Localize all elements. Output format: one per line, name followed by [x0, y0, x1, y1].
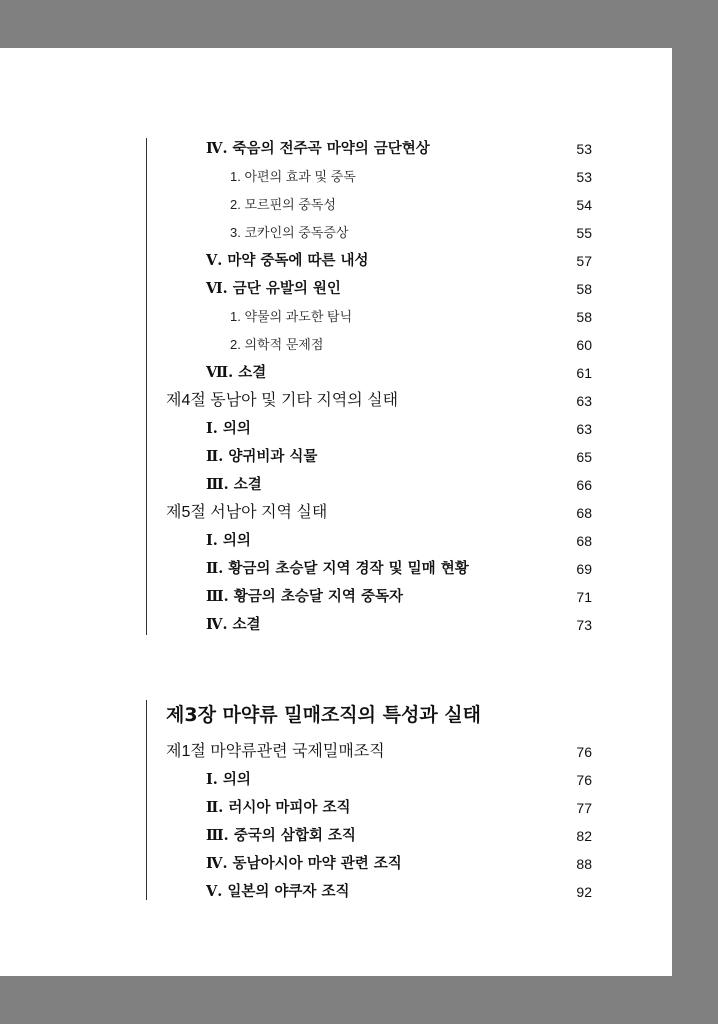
- toc-entry-label: Ⅰ. 의의: [206, 532, 251, 549]
- toc-entry-label: 1. 약물의 과도한 탐닉: [230, 309, 353, 324]
- toc-entry-page: 77: [576, 800, 592, 816]
- toc-entry-page: 69: [576, 561, 592, 577]
- toc-entry-page: 92: [576, 884, 592, 900]
- toc-entry: [0, 304, 672, 330]
- toc-entry-label: Ⅴ. 일본의 야쿠자 조직: [206, 883, 350, 900]
- toc-entry-label: 제1절 마약류관련 국제밀매조직: [166, 743, 385, 760]
- toc-entry-label: 2. 의학적 문제점: [230, 337, 324, 352]
- toc-entry-label: Ⅰ. 의의: [206, 420, 251, 437]
- toc-entry: [0, 416, 672, 442]
- book-page: [0, 48, 672, 976]
- toc-entry: [0, 584, 672, 610]
- toc-entry-label: Ⅳ. 동남아시아 마약 관련 조직: [206, 855, 402, 872]
- toc-entry-page: 63: [576, 393, 592, 409]
- toc-entry-label: Ⅵ. 금단 유발의 원인: [206, 280, 341, 297]
- toc-entry: [0, 500, 672, 526]
- toc-entry: [0, 528, 672, 554]
- toc-entry-label: Ⅱ. 양귀비과 식물: [206, 448, 318, 465]
- toc-entry-label: 제4절 동남아 및 기타 지역의 실태: [166, 392, 399, 409]
- toc-entry-label: Ⅳ. 죽음의 전주곡 마약의 금단현상: [206, 140, 430, 157]
- toc-entry-page: 66: [576, 477, 592, 493]
- toc-entry-page: 53: [576, 141, 592, 157]
- toc-entry-page: 71: [576, 589, 592, 605]
- toc-entry-page: 68: [576, 533, 592, 549]
- toc-entry-page: 73: [576, 617, 592, 633]
- toc-entry-page: 58: [576, 281, 592, 297]
- toc-entry-page: 76: [576, 744, 592, 760]
- toc-entry-page: 68: [576, 505, 592, 521]
- toc-entry: [0, 248, 672, 274]
- toc-entry-label: Ⅶ. 소결: [206, 364, 267, 381]
- toc-entry: [0, 192, 672, 218]
- toc-entry: [0, 795, 672, 821]
- toc-entry-label: Ⅱ. 황금의 초승달 지역 경작 및 밀매 현황: [206, 560, 469, 577]
- toc-entry: [0, 136, 672, 162]
- toc-entry: [0, 851, 672, 877]
- toc-entry: [0, 823, 672, 849]
- toc-entry-label: Ⅴ. 마약 중독에 따른 내성: [206, 252, 369, 269]
- toc-entry-page: 61: [576, 365, 592, 381]
- toc-entry: [0, 164, 672, 190]
- toc-entry: [0, 767, 672, 793]
- toc-entry-label: Ⅱ. 러시아 마피아 조직: [206, 799, 351, 816]
- toc-entry-label: Ⅳ. 소결: [206, 616, 261, 633]
- toc-entry-page: 57: [576, 253, 592, 269]
- toc-entry: [0, 360, 672, 386]
- toc-entry-label: 3. 코카인의 중독증상: [230, 225, 349, 240]
- toc-entry: [0, 444, 672, 470]
- toc-entry-page: 76: [576, 772, 592, 788]
- toc-entry-label: 1. 아편의 효과 및 중독: [230, 169, 356, 184]
- toc-entry-page: 58: [576, 309, 592, 325]
- toc-entry-page: 60: [576, 337, 592, 353]
- toc-entry-page: 65: [576, 449, 592, 465]
- toc-entry: [0, 879, 672, 905]
- toc-entry-page: 63: [576, 421, 592, 437]
- toc-entry-label: 제5절 서남아 지역 실태: [166, 504, 328, 521]
- toc-entry-label: 2. 모르핀의 중독성: [230, 197, 336, 212]
- toc-entry-label: Ⅰ. 의의: [206, 771, 251, 788]
- toc-entry: [0, 739, 672, 765]
- toc-entry-page: 53: [576, 169, 592, 185]
- toc-entry-page: 55: [576, 225, 592, 241]
- toc-entry-label: Ⅲ. 소결: [206, 476, 262, 493]
- toc-entry-page: 54: [576, 197, 592, 213]
- toc-entry: [0, 472, 672, 498]
- toc-entry-label: Ⅲ. 황금의 초승달 지역 중독자: [206, 588, 403, 605]
- toc-entry: [0, 612, 672, 638]
- toc-entry: [0, 220, 672, 246]
- toc-entry-label: Ⅲ. 중국의 삼합회 조직: [206, 827, 356, 844]
- toc-entry-page: 82: [576, 828, 592, 844]
- toc-entry-page: 88: [576, 856, 592, 872]
- toc-entry: [0, 556, 672, 582]
- toc-entry: [0, 332, 672, 358]
- toc-entry: [0, 276, 672, 302]
- toc-entry: [0, 388, 672, 414]
- chapter-title: 제3장 마약류 밀매조직의 특성과 실태: [166, 704, 481, 726]
